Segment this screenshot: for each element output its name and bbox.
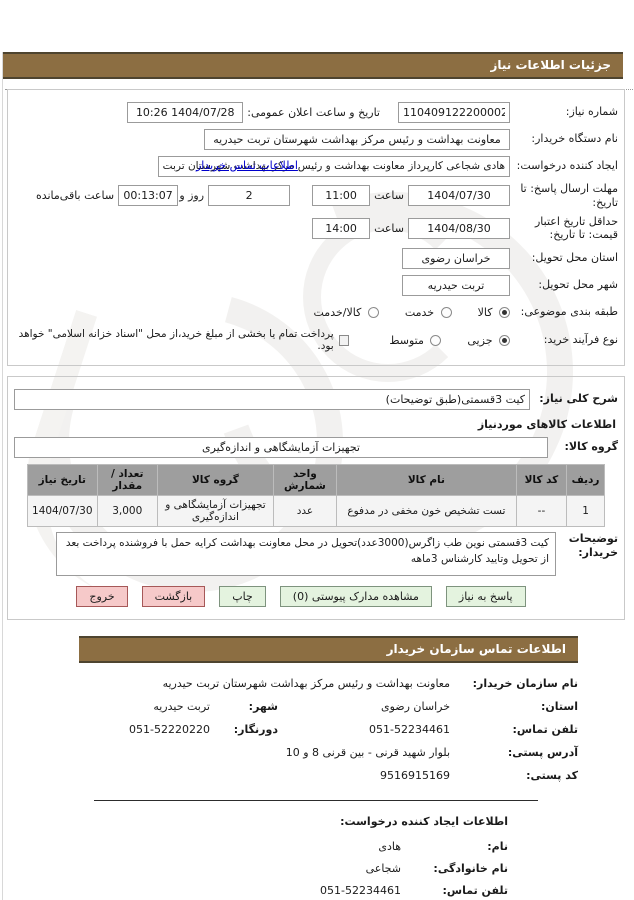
creator-row (15, 155, 619, 177)
deadline-time-input[interactable] (313, 185, 371, 206)
deadline-label: مهلت ارسال پاسخ: تا تاریخ: (521, 182, 619, 209)
need-info-panel (8, 89, 626, 366)
buyer-device-row (15, 128, 619, 150)
creator-phone-row (20, 884, 509, 897)
postal-code-label: کد پستی: (527, 769, 579, 782)
radio-unselected-icon[interactable] (431, 335, 442, 346)
category-option-goods-service[interactable] (315, 306, 380, 319)
contact-phone-label: تلفن تماس: (513, 723, 579, 736)
radio-selected-icon[interactable] (500, 307, 511, 318)
process-option-minor-label: جزیی (468, 333, 494, 347)
last-name-row (20, 862, 509, 875)
buyer-contact-section (20, 677, 579, 782)
buyer-contact-link[interactable]: اطلاعات تماس خریدار (197, 158, 299, 172)
buyer-device-label: نام دستگاه خریدار: (532, 132, 619, 146)
announce-label: تاریخ و ساعت اعلان عمومی: (248, 105, 381, 119)
col-goods-name: نام کالا (337, 465, 517, 496)
category-option-service-label: خدمت (405, 305, 436, 319)
category-option-goods-service-label: کالا/خدمت (314, 305, 363, 319)
exit-button[interactable]: خروج (77, 586, 128, 607)
countdown-input[interactable] (119, 185, 179, 206)
first-name-label: نام: (488, 840, 509, 853)
cell-goods-code: -- (517, 496, 567, 527)
org-name-row (20, 677, 579, 690)
section-title: اطلاعات تماس سازمان خریدار (387, 642, 567, 656)
contact-city-value: تربت حیدریه (154, 700, 211, 713)
category-option-goods-label: کالا (478, 305, 494, 319)
view-attachments-button[interactable]: مشاهده مدارک پیوستی (0) (281, 586, 433, 607)
buyer-notes-label: توضیحات خریدار: (569, 532, 619, 559)
contact-fax-label: دورنگار: (234, 723, 279, 736)
days-remaining-input[interactable] (209, 185, 291, 206)
col-unit: واحد شمارش (274, 465, 337, 496)
creator-phone-value: 051-52234461 (321, 884, 402, 897)
validity-row (15, 215, 619, 243)
announce-value: 1404/07/28 10:26 (136, 105, 236, 119)
deadline-row (15, 182, 619, 210)
request-creator-section (20, 815, 509, 897)
creator-label: ایجاد کننده درخواست: (517, 159, 619, 173)
cell-row-number: 1 (568, 496, 606, 527)
contact-phone-value: 051-52234461 (370, 723, 451, 736)
remaining-label: ساعت باقی‌مانده (36, 189, 116, 203)
radio-unselected-icon[interactable] (442, 307, 453, 318)
category-row (15, 301, 619, 323)
action-buttons-row (15, 586, 589, 607)
category-label: طبقه بندی موضوعی: (521, 305, 619, 319)
need-number-label: شماره نیاز: (566, 105, 619, 119)
deadline-date-input[interactable] (409, 185, 511, 206)
process-option-medium[interactable] (390, 334, 442, 347)
category-option-service[interactable] (406, 306, 453, 319)
cell-quantity: 3,000 (98, 496, 158, 527)
address-row (20, 746, 579, 759)
goods-table-header-row (29, 465, 606, 496)
city-row (15, 274, 619, 296)
buyer-notes-text: کیت 3قسمتی نوین طب زاگرس(3000عدد)تحویل در محل معاونت بهداشت کرایه حمل با فروشنده پرداخت بعد از تحویل وتایید کارشناس 3ماهه (66, 537, 550, 565)
org-name-value: معاونت بهداشت و رئیس مرکز بهداشت شهرستان تربت حیدریه (163, 677, 451, 690)
goods-group-row (15, 436, 619, 458)
process-option-medium-label: متوسط (390, 333, 425, 347)
section-title: جزئیات اطلاعات نیاز (491, 58, 612, 72)
section-divider (95, 800, 539, 801)
validity-hour-label: ساعت (375, 221, 405, 235)
contact-province-value: خراسان رضوی (381, 700, 451, 713)
need-desc-input[interactable] (15, 389, 531, 410)
validity-label: حداقل تاریخ اعتبار قیمت: تا تاریخ: (535, 214, 619, 242)
validity-date-input[interactable] (409, 218, 511, 239)
col-quantity: تعداد / مقدار (98, 465, 158, 496)
creator-phone-label: تلفن تماس: (443, 884, 509, 897)
radio-unselected-icon[interactable] (369, 307, 380, 318)
last-name-label: نام خانوادگی: (434, 862, 509, 875)
need-description-panel (8, 376, 626, 620)
treasury-checkbox[interactable] (340, 335, 351, 346)
goods-group-label: گروه کالا: (565, 440, 619, 454)
province-input[interactable] (403, 248, 511, 269)
province-label: استان محل تحویل: (532, 251, 619, 265)
process-type-label: نوع فرآیند خرید: (544, 333, 619, 347)
address-label: آدرس پستی: (508, 746, 579, 759)
announce-value-box[interactable] (128, 102, 244, 123)
cell-unit: عدد (274, 496, 337, 527)
print-button[interactable]: چاپ (220, 586, 267, 607)
col-goods-group: گروه کالا (158, 465, 274, 496)
org-name-label: نام سازمان خریدار: (473, 677, 579, 690)
section-header-need-details (4, 52, 624, 79)
radio-selected-icon[interactable] (500, 335, 511, 346)
process-option-minor[interactable] (468, 334, 511, 347)
goods-group-input[interactable] (15, 437, 549, 458)
process-type-row (15, 328, 619, 352)
cell-goods-group: تجهیزات آزمایشگاهی و اندازه‌گیری (158, 496, 274, 527)
phone-fax-row (20, 723, 579, 736)
first-name-value: هادی (379, 840, 402, 853)
city-input[interactable] (403, 275, 511, 296)
col-need-date: تاریخ نیاز (29, 465, 99, 496)
deadline-hour-label: ساعت (375, 189, 405, 203)
contact-fax-value: 051-52220220 (130, 723, 211, 736)
treasury-note: پرداخت تمام یا بخشی از مبلغ خرید،از محل "اسناد خزانه اسلامی" خواهد بود. (19, 328, 335, 352)
contact-province-label: استان: (542, 700, 579, 713)
cell-goods-name: تست تشخیص خون مخفی در مدفوع (337, 496, 517, 527)
city-label: شهر محل تحویل: (539, 278, 619, 292)
buyer-device-input[interactable] (205, 129, 511, 150)
buyer-notes-row (15, 532, 619, 576)
respond-to-need-button[interactable]: پاسخ به نیاز (447, 586, 527, 607)
last-name-value: شجاعی (366, 862, 402, 875)
first-name-row (20, 840, 509, 853)
category-option-goods[interactable] (479, 306, 511, 319)
goods-table (28, 464, 606, 527)
postal-code-row (20, 769, 579, 782)
creator-section-title: اطلاعات ایجاد کننده درخواست: (341, 815, 509, 828)
col-goods-code: کد کالا (517, 465, 567, 496)
section-header-buyer-contact (80, 636, 579, 663)
province-city-row (20, 700, 579, 713)
back-button[interactable]: بازگشت (143, 586, 207, 607)
goods-info-heading: اطلاعات کالاهای موردنیاز (478, 418, 617, 431)
address-value: بلوار شهید قرنی - بین قرنی 8 و 10 (286, 746, 451, 759)
cell-need-date: 1404/07/30 (29, 496, 99, 527)
postal-code-value: 9516915169 (381, 769, 451, 782)
need-desc-row (15, 388, 619, 410)
days-label: روز و (180, 188, 206, 202)
col-row-number: ردیف (568, 465, 606, 496)
goods-table-row[interactable] (29, 496, 606, 527)
province-row (15, 247, 619, 269)
need-number-input[interactable] (399, 102, 511, 123)
contact-city-label: شهر: (249, 700, 279, 713)
need-desc-label: شرح کلی نیاز: (540, 392, 619, 406)
buyer-notes-box[interactable] (57, 532, 557, 576)
validity-time-input[interactable] (313, 218, 371, 239)
need-number-row (15, 101, 619, 123)
